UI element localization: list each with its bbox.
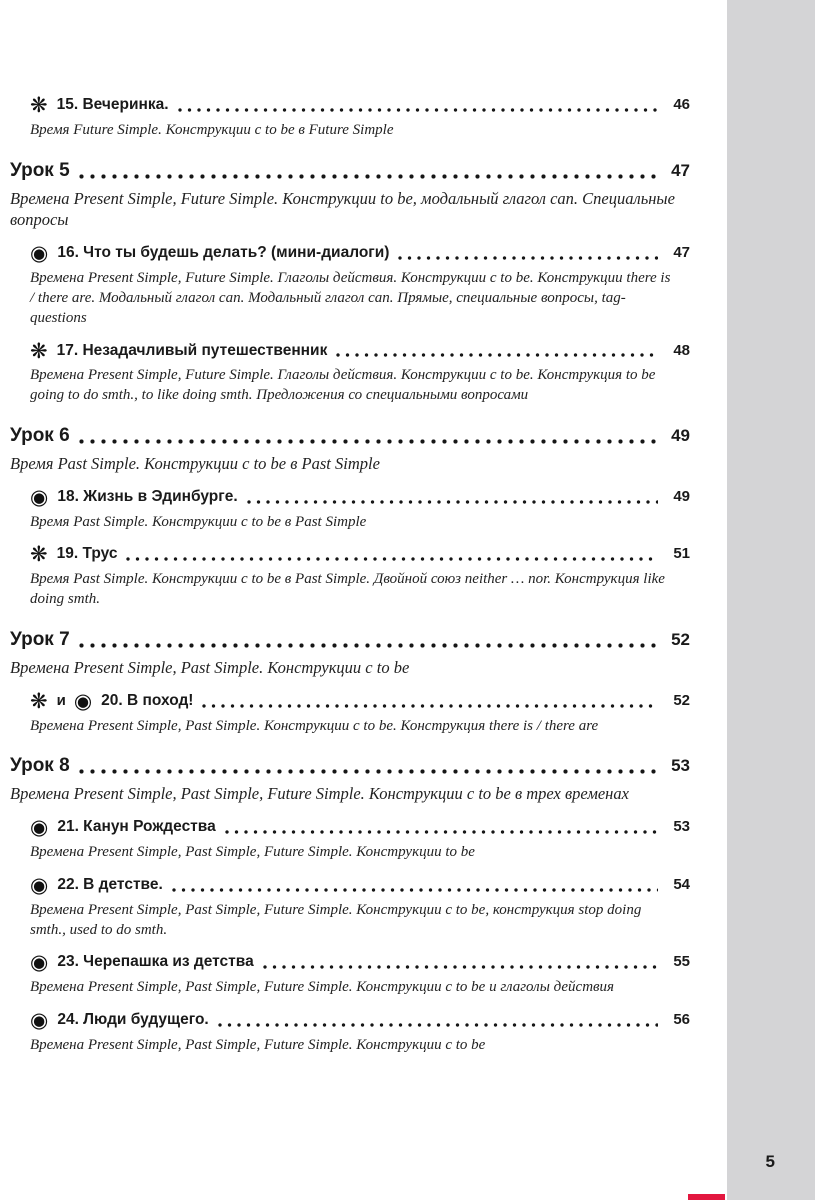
table-of-contents [10,93,690,1069]
page-reference: 53 [673,818,690,836]
dot-leader [78,173,658,180]
exercise-title: 20. В поход! [101,691,194,709]
page-reference: 49 [671,425,690,445]
audio-exercise-icon: ◉ [30,872,49,897]
toc-lesson-entry [10,629,690,679]
spiral-exercise-icon: ❋ [30,93,48,117]
page-reference: 49 [673,487,690,505]
toc-entry-row [10,425,690,447]
dot-leader [78,642,658,649]
audio-exercise-icon: ◉ [73,688,93,713]
dot-leader [246,499,658,505]
audio-exercise-icon: ◉ [30,950,49,975]
page-reference: 47 [671,160,690,180]
page-reference: 52 [671,629,690,649]
toc-entry-row [10,950,690,975]
entry-description: Время Past Simple. Конструкции с to be в Past Simple. Двойной союз neither … nor. Конструкция like doing smth. [30,571,665,608]
toc-exercise-entry [10,338,690,406]
entry-description: Времена Present Simple, Future Simple. Конструкции to be, модальный глагол can. Специальные вопросы [10,188,675,230]
entry-description: Времена Present Simple, Future Simple. Глаголы действия. Конструкции с to be. Конструкции there is / there are. Модальный глагол can. Модальный глагол can. Прямые, специальные вопросы, tag-questions [30,270,671,326]
dot-leader [224,829,658,835]
toc-entry-row [10,755,690,777]
toc-entry-row [10,160,690,182]
page-reference: 52 [673,691,690,709]
page-reference: 47 [673,244,690,262]
exercise-title: 24. Люди будущего. [57,1011,209,1028]
lesson-title: Урок 6 [10,424,70,446]
dot-leader [335,352,658,358]
page-reference: 46 [673,96,690,113]
spiral-exercise-icon: ❋ [30,688,48,713]
dot-leader [78,768,658,775]
exercise-title: 19. Трус [56,545,118,563]
audio-exercise-icon: ◉ [30,241,49,266]
page-reference: 55 [673,953,690,971]
audio-exercise-icon: ◉ [30,1008,49,1032]
entry-description: Времена Present Simple, Past Simple, Future Simple. Конструкции to be [30,844,475,861]
toc-exercise-entry [10,872,690,940]
entry-description: Времена Present Simple, Future Simple. Глаголы действия. Конструкции с to be. Конструкция to be going to do smth., to like doing smth. Предложения со специальными вопросами [30,367,656,404]
dot-leader [171,887,658,893]
exercise-title: 15. Вечеринка. [56,96,169,113]
toc-exercise-entry [10,1008,690,1056]
dot-leader [125,556,658,562]
toc-exercise-entry [10,484,690,533]
exercise-title: 17. Незадачливый путешественник [56,341,328,359]
toc-exercise-entry [10,688,690,737]
entry-description: Времена Present Simple, Past Simple, Future Simple. Конструкции с to be и глаголы действия [30,979,615,996]
toc-entry-row [10,93,690,117]
toc-exercise-entry [10,815,690,863]
exercise-title: 16. Что ты будешь делать? (мини-диалоги) [57,244,390,262]
lesson-title: Урок 7 [10,628,70,650]
lesson-title: Урок 8 [10,755,70,777]
toc-entry-row [10,542,690,567]
toc-lesson-entry [10,755,690,805]
toc-exercise-entry [10,93,690,141]
audio-exercise-icon: ◉ [30,815,49,840]
icon-joiner-text: и [56,691,66,709]
lesson-title: Урок 5 [10,159,70,181]
dot-leader [78,438,658,445]
toc-lesson-entry [10,160,690,232]
page-reference: 51 [673,545,690,563]
page-number: 5 [765,1152,775,1171]
toc-entry-row [10,484,690,509]
exercise-title: 18. Жизнь в Эдинбурге. [57,487,238,505]
entry-description: Время Future Simple. Конструкции с to be в Future Simple [30,121,394,138]
toc-entry-row [10,815,690,840]
page-reference: 54 [673,875,690,893]
toc-entry-row [10,872,690,897]
spiral-exercise-icon: ❋ [30,338,48,363]
toc-exercise-entry [10,542,690,609]
entry-description: Времена Present Simple, Past Simple. Конструкции с to be [10,657,410,677]
exercise-title: 22. В детстве. [57,875,163,893]
right-margin-strip [727,0,815,1200]
dot-leader [397,255,658,261]
toc-exercise-entry [10,241,690,328]
entry-description: Времена Present Simple, Past Simple, Future Simple. Конструкции с to be, конструкция stop doing smth., used to do smth. [30,901,642,938]
dot-leader [217,1022,658,1028]
entry-description: Времена Present Simple, Past Simple. Конструкции с to be. Конструкция there is / there are [30,717,599,734]
toc-exercise-entry [10,950,690,998]
entry-description: Время Past Simple. Конструкции с to be в Past Simple [30,513,367,530]
toc-lesson-entry [10,425,690,475]
spiral-exercise-icon: ❋ [30,542,48,567]
dot-leader [201,703,658,709]
exercise-title: 21. Канун Рождества [57,818,216,836]
page-reference: 48 [673,341,690,359]
toc-entry-row [10,688,690,713]
entry-description: Время Past Simple. Конструкции с to be в Past Simple [10,453,380,473]
toc-entry-row [10,241,690,266]
entry-description: Времена Present Simple, Past Simple, Future Simple. Конструкции с to be [30,1036,486,1053]
toc-entry-row [10,1008,690,1032]
red-bookmark-mark [688,1194,725,1200]
dot-leader [177,107,658,113]
entry-description: Времена Present Simple, Past Simple, Future Simple. Конструкции с to be в трех временах [10,784,629,804]
audio-exercise-icon: ◉ [30,484,49,509]
dot-leader [262,964,658,970]
exercise-title: 23. Черепашка из детства [57,953,254,971]
page-reference: 53 [671,756,690,776]
toc-entry-row [10,629,690,651]
page-reference: 56 [673,1011,690,1028]
toc-entry-row [10,338,690,363]
